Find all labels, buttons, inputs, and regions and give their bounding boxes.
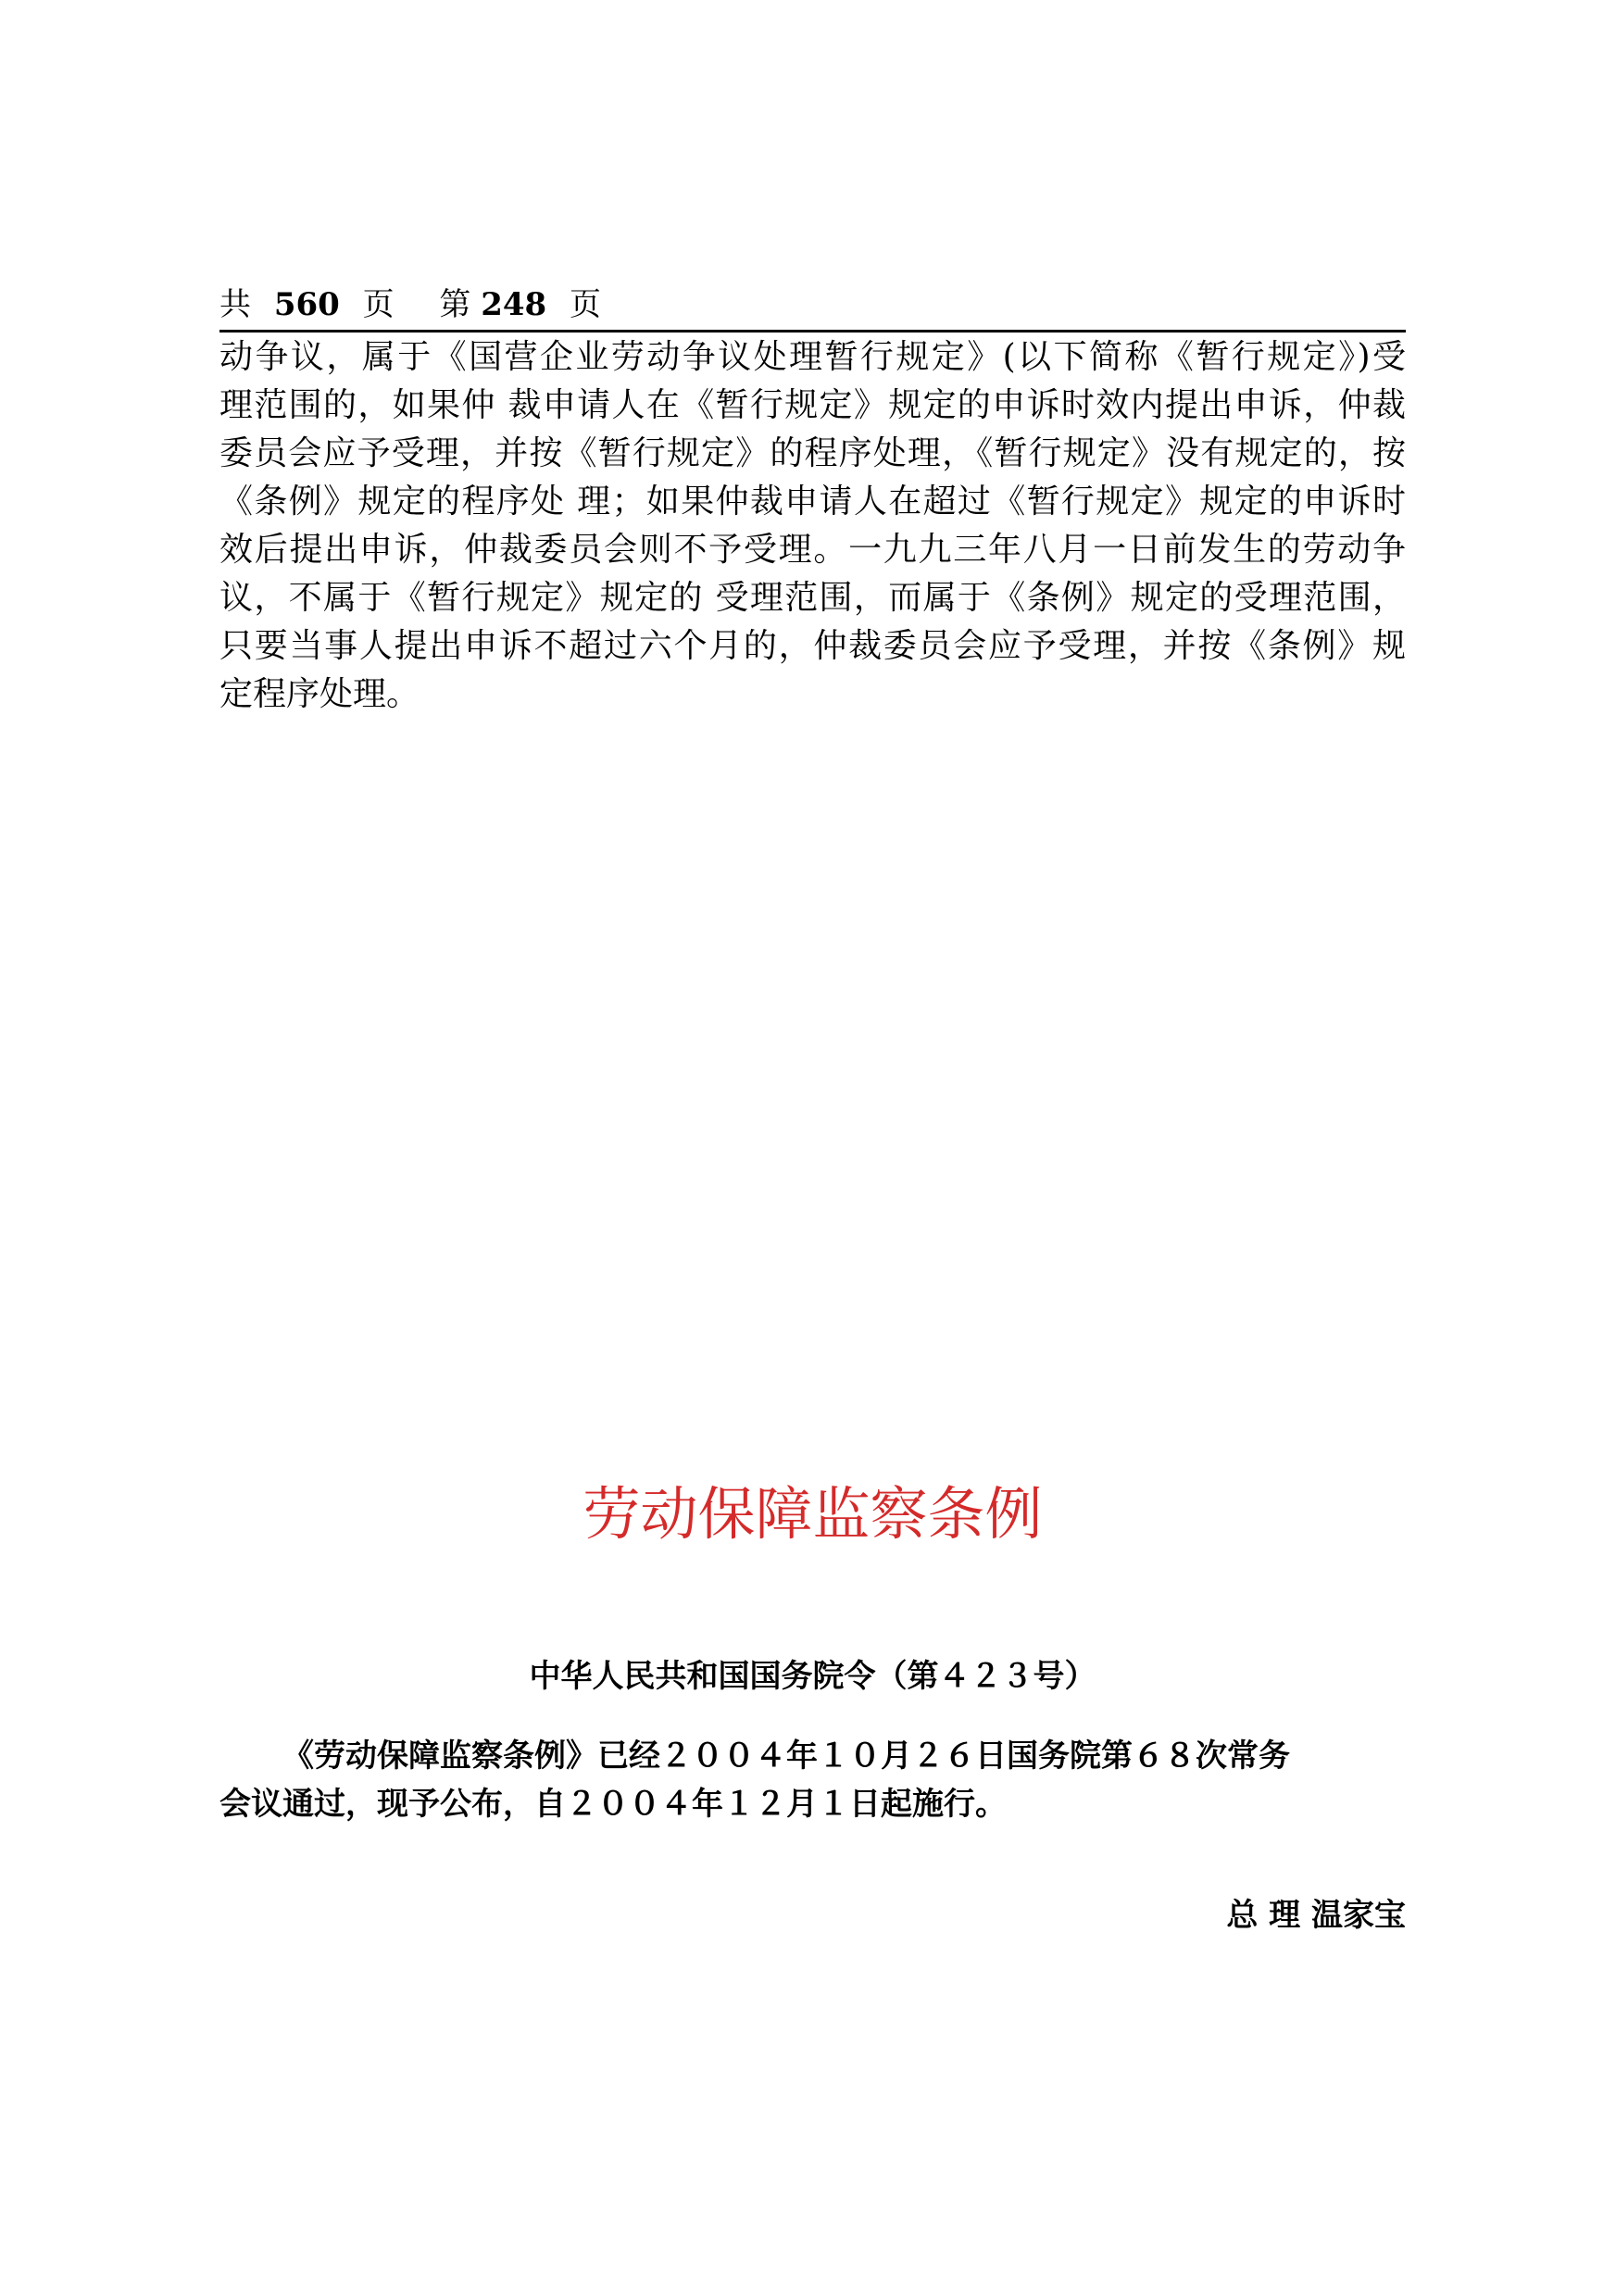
header-divider xyxy=(219,330,1406,332)
notice-line: 会议通过，现予公布，自２００４年１２月１日起施行。 xyxy=(219,1786,1007,1823)
paragraph-line: 动争议，属于《国营企业劳动争议处理暂行规定》(以下简称《暂行规定》)受 xyxy=(219,338,1406,376)
page-unit-total: 页 xyxy=(362,286,395,323)
regulation-title: 劳动保障监察条例 xyxy=(583,1480,1043,1548)
total-label: 共 xyxy=(219,286,251,323)
page-unit-current: 页 xyxy=(570,286,602,323)
paragraph-line: 定程序处理。 xyxy=(219,675,420,713)
page-header xyxy=(219,282,1406,328)
paragraph-line: 委员会应予受理，并按《暂行规定》的程序处理，《暂行规定》没有规定的，按 xyxy=(219,434,1406,472)
paragraph-line: 议，不属于《暂行规定》规定的 受理范围，而属于《条例》规定的受理范围， xyxy=(219,579,1406,617)
notice-line: 《劳动保障监察条例》已经２００４年１０月２６日国务院第６８次常务 xyxy=(282,1738,1290,1775)
paragraph-line: 《条例》规定的程序处 理；如果仲裁申请人在超过《暂行规定》规定的申诉时 xyxy=(219,483,1406,521)
decree-number: 中华人民共和国国务院令（第４２３号） xyxy=(529,1658,1096,1695)
paragraph-line: 理范围的，如果仲 裁申请人在《暂行规定》规定的申诉时效内提出申诉，仲裁 xyxy=(219,386,1406,424)
signature: 总 理 温家宝 xyxy=(1226,1897,1406,1934)
paragraph-line: 只要当事人提出申诉不超过六个月的，仲裁委员会应予受理，并按《条例》规 xyxy=(219,627,1406,665)
paragraph-line: 效后提出申诉，仲裁委员会则不予受理。一九九三年八月一日前发生的劳动争 xyxy=(219,531,1406,569)
current-page: 248 xyxy=(481,286,547,323)
current-label: 第 xyxy=(439,286,471,323)
total-pages: 560 xyxy=(273,286,340,323)
